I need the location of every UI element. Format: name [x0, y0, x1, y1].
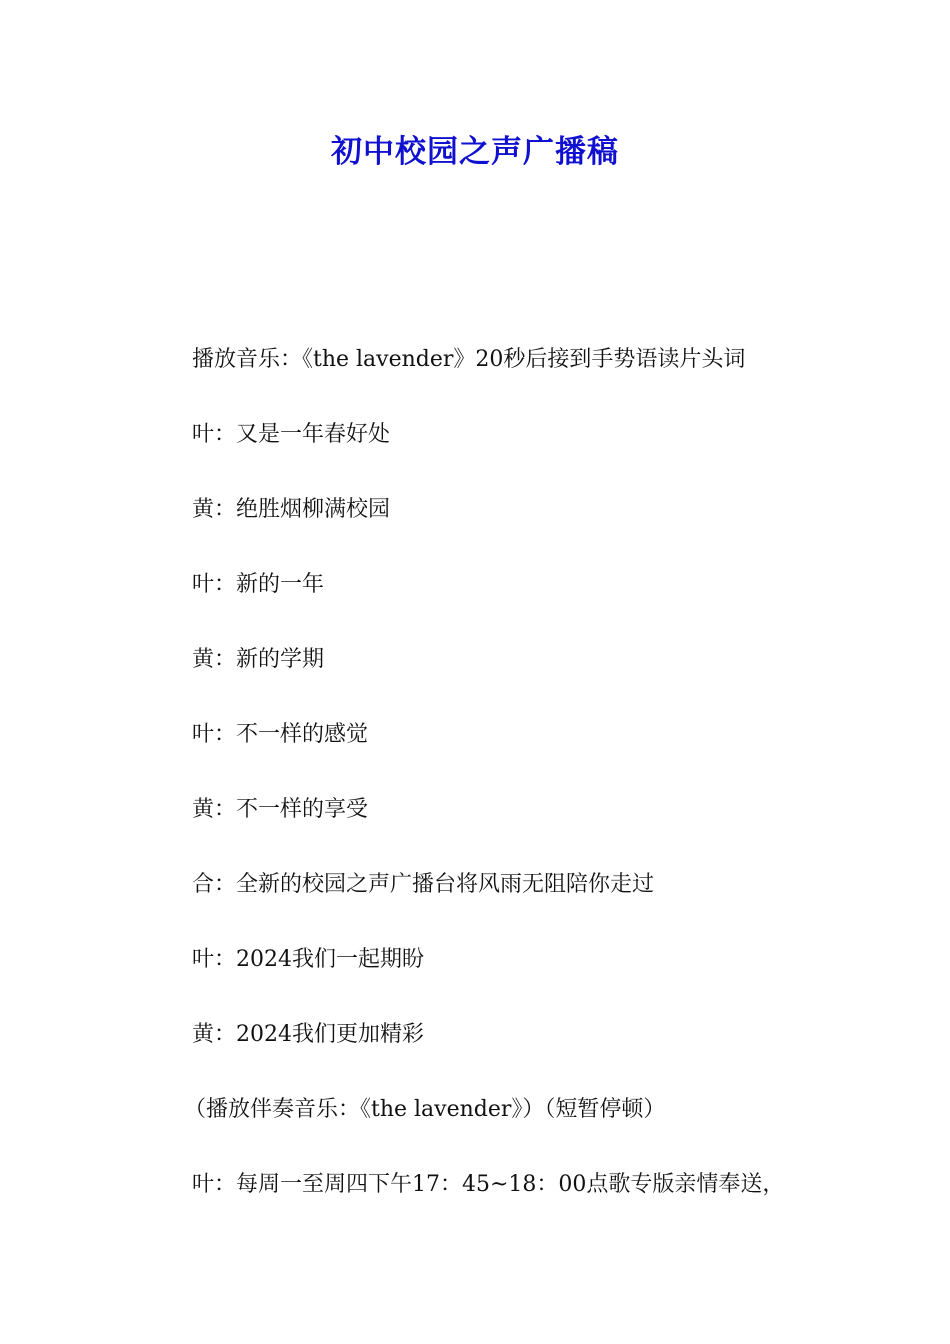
script-line: 黄：绝胜烟柳满校园 — [192, 497, 391, 522]
script-line: 合：全新的校园之声广播台将风雨无阻陪你走过 — [192, 872, 655, 897]
script-line: 黄：2024我们更加精彩 — [192, 1022, 424, 1047]
script-body — [184, 340, 852, 1240]
script-line: 叶：新的一年 — [192, 572, 325, 597]
script-line: 叶：2024我们一起期盼 — [192, 947, 424, 972]
document-title: 初中校园之声广播稿 — [331, 134, 619, 170]
script-line: 播放音乐：《the lavender》20秒后接到手势语读片头词 — [192, 347, 746, 372]
script-line: 黄：不一样的享受 — [192, 797, 369, 822]
script-line: 叶：又是一年春好处 — [192, 422, 391, 447]
script-line: 叶：每周一至周四下午17：45~18：00点歌专版亲情奉送， — [192, 1172, 785, 1197]
script-line: 叶：不一样的感觉 — [192, 722, 369, 747]
script-line: 黄：新的学期 — [192, 647, 325, 672]
script-line-stage-direction: （播放伴奏音乐：《the lavender》）（短暂停顿） — [184, 1097, 666, 1122]
